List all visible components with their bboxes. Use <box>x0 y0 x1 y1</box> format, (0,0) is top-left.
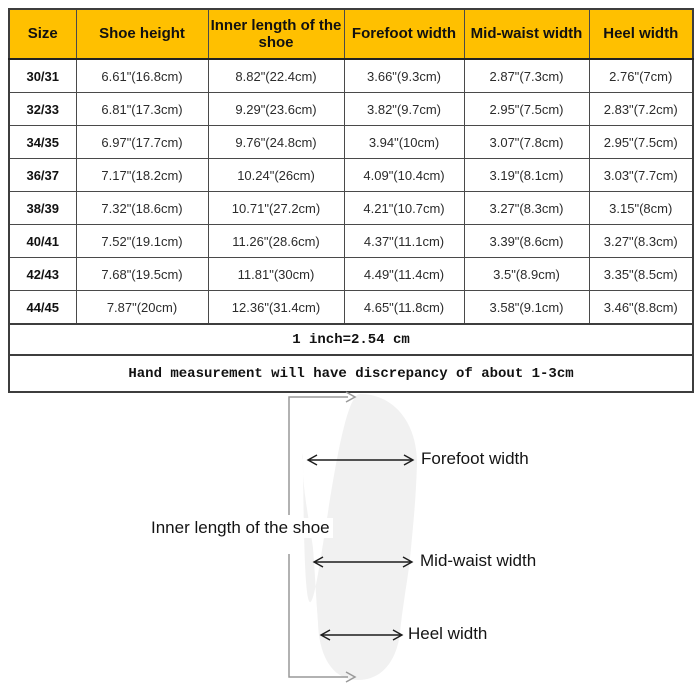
cell-size: 30/31 <box>9 59 76 93</box>
col-header-forefoot-width: Forefoot width <box>344 9 464 59</box>
insole-diagram-graphic <box>0 388 700 700</box>
cell-midwaist-width: 2.87"(7.3cm) <box>464 59 589 93</box>
col-header-shoe-height: Shoe height <box>76 9 208 59</box>
cell-heel-width: 3.03"(7.7cm) <box>589 159 693 192</box>
table-row <box>9 291 693 325</box>
cell-heel-width: 3.15"(8cm) <box>589 192 693 225</box>
cell-size: 34/35 <box>9 126 76 159</box>
cell-shoe-height: 7.52"(19.1cm) <box>76 225 208 258</box>
heel-width-label: Heel width <box>408 624 488 643</box>
cell-inner-length: 10.71"(27.2cm) <box>208 192 344 225</box>
table-row <box>9 192 693 225</box>
insole-measurement-diagram <box>0 388 700 700</box>
table-row <box>9 59 693 93</box>
cell-forefoot-width: 3.94"(10cm) <box>344 126 464 159</box>
cell-inner-length: 9.76"(24.8cm) <box>208 126 344 159</box>
cell-heel-width: 2.83"(7.2cm) <box>589 93 693 126</box>
cell-shoe-height: 6.97"(17.7cm) <box>76 126 208 159</box>
cell-forefoot-width: 3.66"(9.3cm) <box>344 59 464 93</box>
cell-shoe-height: 7.32"(18.6cm) <box>76 192 208 225</box>
discrepancy-note: Hand measurement will have discrepancy of about 1-3cm <box>9 355 693 392</box>
cell-shoe-height: 7.17"(18.2cm) <box>76 159 208 192</box>
col-header-heel-width: Heel width <box>589 9 693 59</box>
size-chart-table <box>8 8 694 393</box>
cell-midwaist-width: 3.5"(8.9cm) <box>464 258 589 291</box>
table-row <box>9 258 693 291</box>
note-row-inch-conversion <box>9 324 693 355</box>
cell-forefoot-width: 4.65"(11.8cm) <box>344 291 464 325</box>
inner-length-label: Inner length of the shoe <box>148 518 333 538</box>
cell-heel-width: 2.95"(7.5cm) <box>589 126 693 159</box>
cell-inner-length: 10.24"(26cm) <box>208 159 344 192</box>
col-header-midwaist-width: Mid-waist width <box>464 9 589 59</box>
cell-heel-width: 2.76"(7cm) <box>589 59 693 93</box>
cell-forefoot-width: 4.21"(10.7cm) <box>344 192 464 225</box>
cell-midwaist-width: 3.19"(8.1cm) <box>464 159 589 192</box>
cell-forefoot-width: 3.82"(9.7cm) <box>344 93 464 126</box>
cell-size: 32/33 <box>9 93 76 126</box>
cell-midwaist-width: 3.27"(8.3cm) <box>464 192 589 225</box>
col-header-inner-length: Inner length of the shoe <box>208 9 344 59</box>
table-row <box>9 159 693 192</box>
table-row <box>9 93 693 126</box>
cell-shoe-height: 6.81"(17.3cm) <box>76 93 208 126</box>
midwaist-width-label: Mid-waist width <box>420 551 537 570</box>
cell-inner-length: 9.29"(23.6cm) <box>208 93 344 126</box>
cell-inner-length: 8.82"(22.4cm) <box>208 59 344 93</box>
table-row <box>9 126 693 159</box>
cell-midwaist-width: 3.58"(9.1cm) <box>464 291 589 325</box>
cell-size: 38/39 <box>9 192 76 225</box>
cell-forefoot-width: 4.37"(11.1cm) <box>344 225 464 258</box>
cell-heel-width: 3.46"(8.8cm) <box>589 291 693 325</box>
cell-size: 36/37 <box>9 159 76 192</box>
cell-heel-width: 3.27"(8.3cm) <box>589 225 693 258</box>
cell-forefoot-width: 4.09"(10.4cm) <box>344 159 464 192</box>
forefoot-width-label: Forefoot width <box>421 449 529 468</box>
col-header-size: Size <box>9 9 76 59</box>
cell-inner-length: 11.26"(28.6cm) <box>208 225 344 258</box>
cell-inner-length: 12.36"(31.4cm) <box>208 291 344 325</box>
note-row-discrepancy <box>9 355 693 392</box>
header-row <box>9 9 693 59</box>
cell-midwaist-width: 3.39"(8.6cm) <box>464 225 589 258</box>
inch-conversion-note: 1 inch=2.54 cm <box>9 324 693 355</box>
cell-shoe-height: 7.87"(20cm) <box>76 291 208 325</box>
cell-forefoot-width: 4.49"(11.4cm) <box>344 258 464 291</box>
cell-heel-width: 3.35"(8.5cm) <box>589 258 693 291</box>
cell-size: 44/45 <box>9 291 76 325</box>
cell-shoe-height: 7.68"(19.5cm) <box>76 258 208 291</box>
cell-midwaist-width: 3.07"(7.8cm) <box>464 126 589 159</box>
cell-inner-length: 11.81"(30cm) <box>208 258 344 291</box>
cell-shoe-height: 6.61"(16.8cm) <box>76 59 208 93</box>
cell-midwaist-width: 2.95"(7.5cm) <box>464 93 589 126</box>
table-row <box>9 225 693 258</box>
cell-size: 42/43 <box>9 258 76 291</box>
cell-size: 40/41 <box>9 225 76 258</box>
